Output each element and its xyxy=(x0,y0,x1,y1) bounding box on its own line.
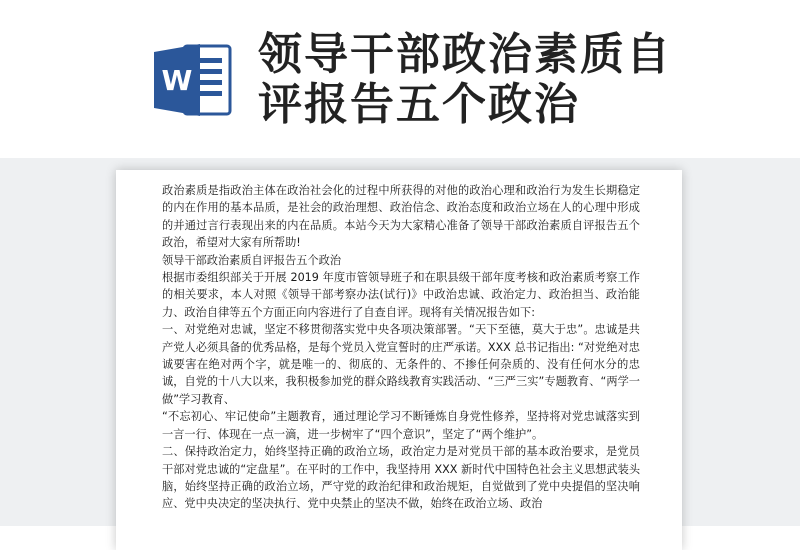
document-body xyxy=(162,182,640,513)
word-document-icon xyxy=(150,38,234,122)
body-paragraph: 根据市委组织部关于开展 2019 年度市管领导班子和在职县级干部年度考核和政治素质考察工作的相关要求，本人对照《领导干部考察办法(试行)》中政治忠诚、政治定力、政治担当、政治能力、政治自律等五个方面正向内容进行了自查自评。现将有关情况报告如下: xyxy=(162,271,640,319)
intro-paragraph: 政治素质是指政治主体在政治社会化的过程中所获得的对他的政治心理和政治行为发生长期稳定的内在作用的基本品质，是社会的政治理想、政治信念、政治态度和政治立场在人的心理中形成的并通过言行表现出来的内在品质。本站今天为大家精心准备了领导干部政治素质自评报告五个政治，希望对大家有所帮助! xyxy=(162,184,640,250)
header-banner xyxy=(0,0,800,160)
document-heading: 领导干部政治素质自评报告五个政治 xyxy=(162,253,342,267)
body-paragraph: “不忘初心、牢记使命”主题教育，通过理论学习不断锤炼自身党性修养，坚持将对党忠诚落实到一言一行、体现在一点一滴，进一步树牢了“四个意识”，坚定了“两个维护”。 xyxy=(162,410,640,441)
body-paragraph: 一、对党绝对忠诚，坚定不移贯彻落实党中央各项决策部署。“天下至德，莫大于忠”。忠诚是共产党人必须具备的优秀品格，是每个党员入党宣誓时的庄严承诺。XXX 总书记指出: “对党绝对忠诚要害在绝对两个字，就是唯一的、彻底的、无条件的、不掺任何杂质的、没有任何水分的忠诚，自党的十八大以来，我积极参加党的群众路线教育实践活动、“三严三实”专题教育、“两学一做”学习教育、 xyxy=(162,323,640,406)
page-title: 领导干部政治素质自评报告五个政治 xyxy=(258,29,672,130)
body-paragraph: 二、保持政治定力，始终坚持正确的政治立场，政治定力是对党员干部的基本政治要求，是党员干部对党忠诚的“定盘星”。在平时的工作中，我坚持用 XXX 新时代中国特色社会主义思想武装头脑，始终坚持正确的政治立场，严守党的政治纪律和政治规矩，自觉做到了党中央提倡的坚决响应、党中央决定的坚决执行、党中央禁止的坚决不做，始终在政治立场、政治 xyxy=(162,445,641,511)
word-icon-letter: W xyxy=(161,64,193,97)
